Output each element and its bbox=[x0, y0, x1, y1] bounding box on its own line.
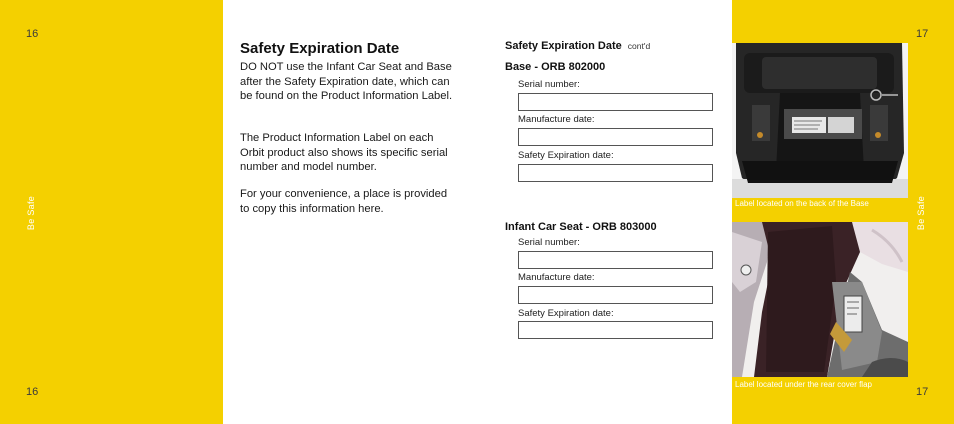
base-manufacture-label: Manufacture date: bbox=[518, 114, 595, 125]
side-label-left: Be Safe bbox=[26, 195, 37, 231]
seat-expiration-label: Safety Expiration date: bbox=[518, 308, 614, 319]
seat-expiration-field[interactable] bbox=[518, 321, 713, 339]
base-section-title: Base - ORB 802000 bbox=[505, 61, 606, 73]
base-expiration-label: Safety Expiration date: bbox=[518, 150, 614, 161]
intro-paragraph-1: DO NOT use the Infant Car Seat and Base after the Safety Expiration date, which can be found on the Product Information Label. bbox=[240, 61, 453, 102]
page-number-left-bottom: 16 bbox=[26, 386, 39, 398]
seat-manufacture-label: Manufacture date: bbox=[518, 272, 595, 283]
page-number-right-bottom: 17 bbox=[916, 386, 929, 398]
base-expiration-field[interactable] bbox=[518, 164, 713, 182]
seat-photo-caption: Label located under the rear cover flap bbox=[735, 380, 872, 389]
seat-label-photo bbox=[732, 222, 908, 377]
page-number-left-top: 16 bbox=[26, 28, 39, 40]
base-label-photo bbox=[732, 43, 908, 198]
seat-manufacture-field[interactable] bbox=[518, 286, 713, 304]
form-heading-suffix: cont'd bbox=[627, 41, 651, 51]
page-title: Safety Expiration Date bbox=[240, 40, 400, 57]
form-heading-text: Safety Expiration Date bbox=[505, 40, 622, 52]
seat-serial-label: Serial number: bbox=[518, 237, 580, 248]
base-manufacture-field[interactable] bbox=[518, 128, 713, 146]
base-serial-label: Serial number: bbox=[518, 79, 580, 90]
base-photo-caption: Label located on the back of the Base bbox=[735, 199, 869, 208]
form-heading bbox=[505, 40, 650, 52]
seat-section-title: Infant Car Seat - ORB 803000 bbox=[505, 221, 657, 233]
seat-serial-field[interactable] bbox=[518, 251, 713, 269]
base-serial-field[interactable] bbox=[518, 93, 713, 111]
intro-paragraph-3: For your convenience, a place is provided to copy this information here. bbox=[240, 188, 448, 215]
side-label-right: Be Safe bbox=[916, 195, 927, 231]
page-number-right-top: 17 bbox=[916, 28, 929, 40]
intro-paragraph-2: The Product Information Label on each Orbit product also shows its specific serial number and model number. bbox=[240, 132, 448, 173]
